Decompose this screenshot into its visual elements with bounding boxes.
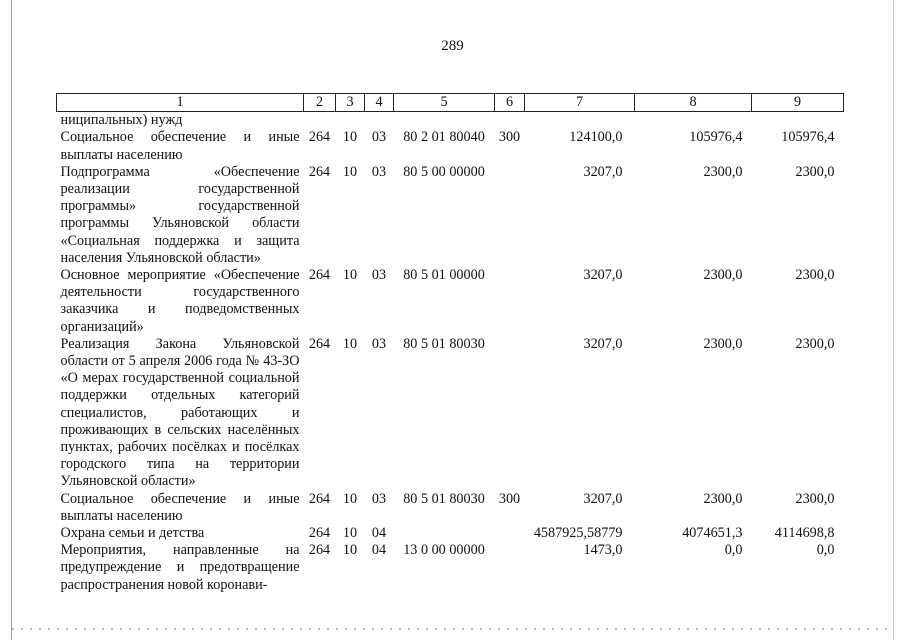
page-number: 289 (441, 38, 464, 54)
row-expense-type (495, 267, 525, 336)
header-col-1: 1 (57, 94, 304, 112)
scan-noise-line (12, 628, 892, 630)
page-right-rule (893, 0, 894, 640)
row-target: 80 5 01 00000 (403, 267, 485, 284)
row-section: 10 (342, 267, 358, 284)
page-left-rule (11, 0, 12, 640)
row-target: 80 5 01 80030 (403, 335, 485, 352)
row-name: Мероприятия, направленные на предупреждение и предотвращение распространения новой коронави- (60, 542, 300, 593)
header-col-2: 2 (304, 94, 336, 112)
row-value-7: 124100,0 (569, 129, 623, 146)
row-value-7: 3207,0 (583, 490, 623, 507)
row-value-8: 0,0 (724, 542, 743, 559)
row-code: 264 (308, 542, 331, 559)
row-value-8: 2300,0 (703, 335, 743, 352)
row-name: Реализация Закона Ульяновской области от 5 апреля 2006 года № 43-ЗО «О мерах государственной социальной поддержки отдельных категорий специалистов, работающих и проживающих в сельских населённых пунктах, рабочих посёлках и посёлках городского типа на территории Ульяновской области» (60, 335, 300, 490)
row-expense-type (495, 542, 525, 594)
table-row (57, 129, 844, 163)
row-section: 10 (342, 335, 358, 352)
table-row (57, 336, 844, 491)
row-code: 264 (308, 267, 331, 284)
row-target: 80 2 01 80040 (403, 129, 485, 146)
row-value-7: 3207,0 (583, 163, 623, 180)
row-code (304, 112, 336, 130)
row-value-8 (635, 112, 752, 130)
header-col-9: 9 (752, 94, 844, 112)
row-code: 264 (308, 490, 331, 507)
row-section: 10 (342, 129, 358, 146)
row-target: 13 0 00 00000 (403, 542, 485, 559)
row-subsection: 03 (371, 335, 387, 352)
row-name: Основное мероприятие «Обеспечение деятельности государственного заказчика и подведомственных организаций» (60, 267, 300, 335)
row-value-9: 2300,0 (795, 490, 835, 507)
row-value-7: 4587925,58779 (533, 525, 623, 542)
table-row (57, 112, 844, 130)
row-name: ниципальных) нужд (60, 112, 183, 129)
row-subsection: 03 (371, 267, 387, 284)
row-value-7 (525, 112, 635, 130)
row-subsection (365, 112, 394, 130)
row-subsection: 04 (371, 542, 387, 559)
row-code: 264 (308, 335, 331, 352)
row-target: 80 5 00 00000 (403, 163, 485, 180)
table-row (57, 491, 844, 525)
row-expense-type: 300 (498, 129, 521, 146)
table-row (57, 164, 844, 267)
row-section (336, 112, 365, 130)
row-value-8: 2300,0 (703, 163, 743, 180)
budget-table (56, 93, 844, 594)
row-subsection: 03 (371, 129, 387, 146)
row-name: Социальное обеспечение и иные выплаты населению (60, 129, 300, 163)
row-section: 10 (342, 525, 358, 542)
row-value-9: 4114698,8 (774, 525, 835, 542)
header-col-6: 6 (495, 94, 525, 112)
row-value-8: 105976,4 (689, 129, 743, 146)
row-name: Социальное обеспечение и иные выплаты населению (60, 490, 300, 524)
row-target (394, 112, 495, 130)
row-value-8: 2300,0 (703, 490, 743, 507)
row-value-7: 3207,0 (583, 267, 623, 284)
row-subsection: 03 (371, 163, 387, 180)
row-expense-type (495, 164, 525, 267)
row-expense-type: 300 (498, 490, 521, 507)
row-code: 264 (308, 163, 331, 180)
row-expense-type (495, 336, 525, 491)
row-value-9: 2300,0 (795, 335, 835, 352)
row-target: 80 5 01 80030 (403, 490, 485, 507)
row-name: Подпрограмма «Обеспечение реализации государственной программы» государственной программы Ульяновской области «Социальная поддержка и защита населения Ульяновской области» (60, 163, 300, 266)
row-section: 10 (342, 542, 358, 559)
row-code: 264 (308, 129, 331, 146)
row-value-9: 2300,0 (795, 163, 835, 180)
header-col-7: 7 (525, 94, 635, 112)
table-header-row (57, 94, 844, 112)
header-col-8: 8 (635, 94, 752, 112)
row-target (394, 525, 495, 542)
row-subsection: 04 (371, 525, 387, 542)
row-value-8: 4074651,3 (682, 525, 743, 542)
row-value-7: 1473,0 (583, 542, 623, 559)
table-row (57, 542, 844, 594)
row-expense-type (495, 112, 525, 130)
header-col-4: 4 (365, 94, 394, 112)
row-expense-type (495, 525, 525, 542)
row-value-9: 0,0 (816, 542, 835, 559)
row-value-8: 2300,0 (703, 267, 743, 284)
row-value-7: 3207,0 (583, 335, 623, 352)
row-value-9: 105976,4 (781, 129, 835, 146)
row-value-9: 2300,0 (795, 267, 835, 284)
table-row (57, 267, 844, 336)
row-subsection: 03 (371, 490, 387, 507)
row-name: Охрана семьи и детства (60, 525, 205, 542)
header-col-5: 5 (394, 94, 495, 112)
row-code: 264 (308, 525, 331, 542)
header-col-3: 3 (336, 94, 365, 112)
row-section: 10 (342, 490, 358, 507)
table-row (57, 525, 844, 542)
row-value-9 (752, 112, 844, 130)
row-section: 10 (342, 163, 358, 180)
